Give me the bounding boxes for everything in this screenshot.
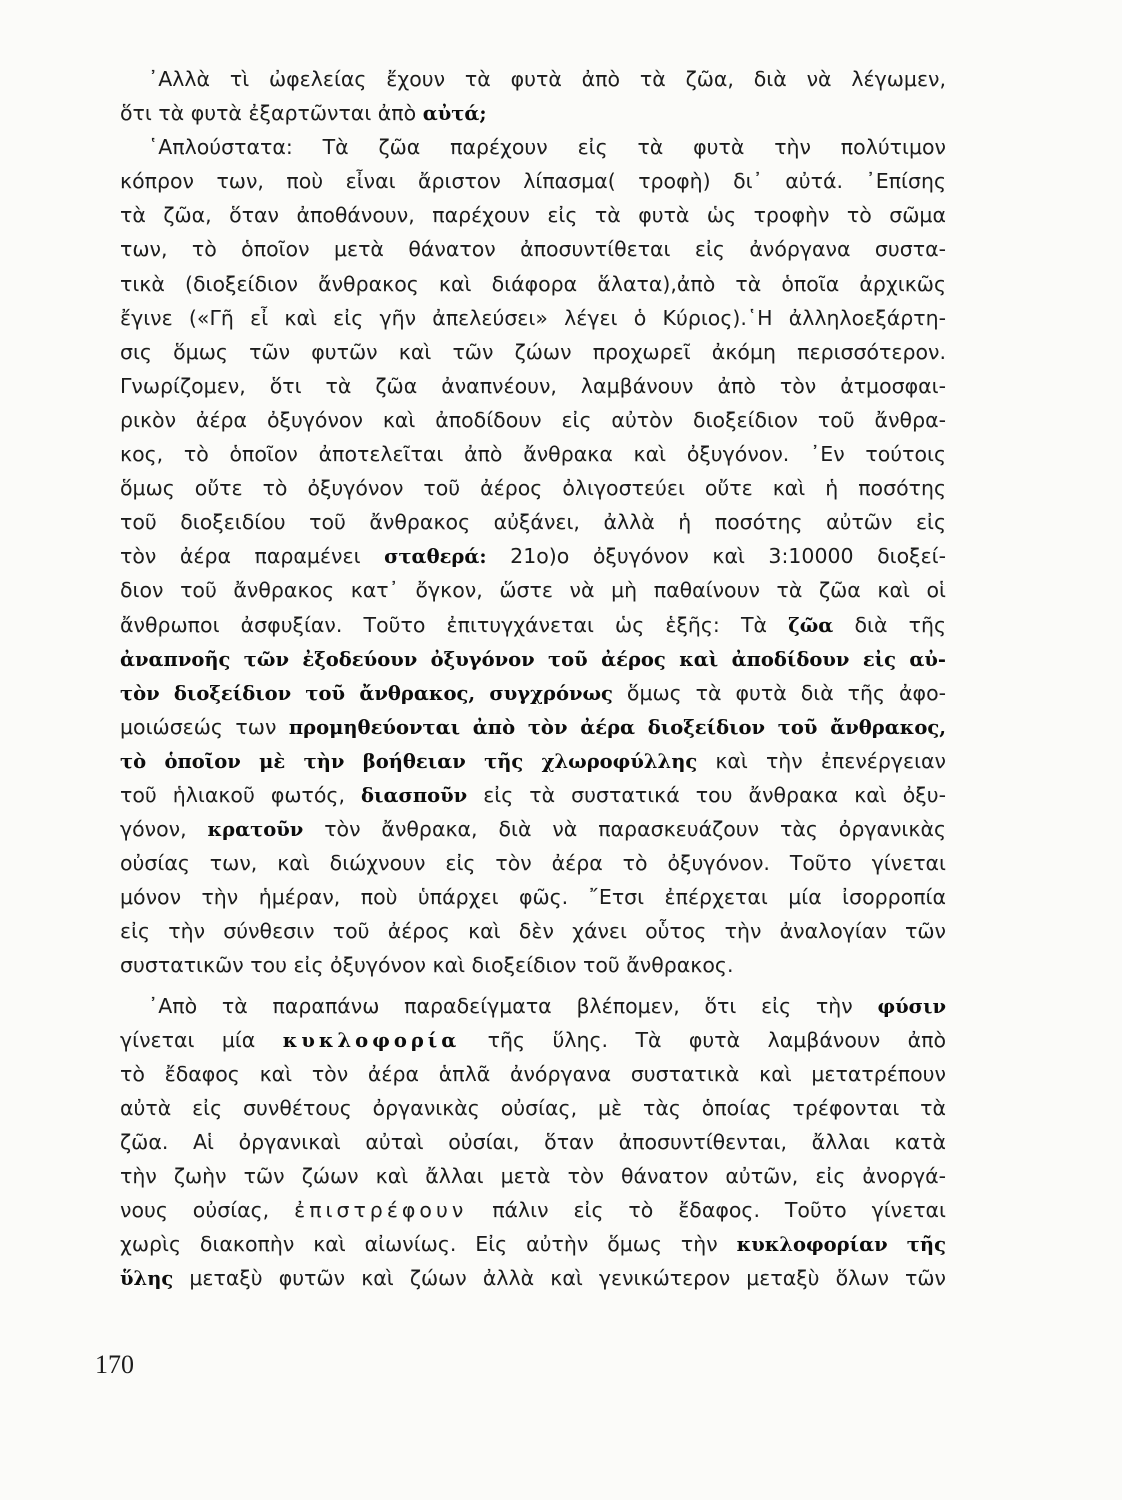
text-span: νους οὐσίας, [120, 1198, 295, 1223]
text-span: τοῦ διοξειδίου τοῦ ἄνθρακος αὐξάνει, ἀλλὰ ἡ ποσότης αὐτῶν εἰς [120, 510, 946, 535]
text-line [120, 96, 946, 130]
text-line [120, 1057, 946, 1091]
text-span: 21ο)ο ὀξυγόνον καὶ 3:10000 διοξεί- [486, 544, 947, 569]
bold-term: τὸ ὁποῖον μὲ τὴν βοήθειαν τῆς χλωροφύλλης [120, 749, 698, 773]
text-line [120, 437, 946, 471]
text-span: γίνεται μία [120, 1027, 283, 1052]
text-line [120, 778, 946, 812]
text-line [120, 880, 946, 914]
text-span: ὅμως οὔτε τὸ ὀξυγόνον τοῦ ἀέρος ὀλιγοστεύει οὔτε καὶ ἡ ποσότης [120, 476, 946, 501]
text-line [120, 301, 946, 335]
text-span: ὅτι τὰ φυτὰ ἐξαρτῶνται ἀπὸ [120, 101, 423, 126]
text-span: τῆς ὕλης. Τὰ φυτὰ λαμβάνουν ἀπὸ [460, 1027, 946, 1052]
text-span: ἔγινε («Γῆ εἶ καὶ εἰς γῆν ἀπελεύσει» λέγει ὁ Κύριος).῾Η ἀλληλοεξάρτη- [120, 305, 946, 330]
text-line [120, 1125, 946, 1159]
text-span: ᾿Απὸ τὰ παραπάνω παραδείγματα βλέπομεν, ὅτι εἰς τὴν [148, 993, 878, 1018]
bold-term: σταθερά: [384, 545, 487, 569]
text-line [120, 608, 946, 642]
text-line [120, 539, 946, 573]
bold-term: διασποῦν [361, 783, 468, 807]
bold-term: κυκλοφορίαν τῆς [736, 1233, 946, 1257]
text-line [120, 164, 946, 198]
text-line [120, 232, 946, 266]
text-span: ζῶα. Αἱ ὀργανικαὶ αὐταὶ οὐσίαι, ὅταν ἀποσυντίθενται, ἄλλαι κατὰ [120, 1129, 946, 1154]
text-line [120, 1261, 946, 1295]
text-span: κόπρον των, ποὺ εἶναι ἄριστον λίπασμα( τροφὴ) δι᾿ αὐτά. ᾿Επίσης [120, 169, 946, 194]
text-line [120, 505, 946, 539]
text-span: Γνωρίζομεν, ὅτι τὰ ζῶα ἀναπνέουν, λαμβάνουν ἀπὸ τὸν ἀτμοσφαι- [120, 373, 946, 398]
text-span: οὐσίας των, καὶ διώχνουν εἰς τὸν ἀέρα τὸ ὀξυγόνον. Τοῦτο γίνεται [120, 851, 946, 876]
text-line [120, 1091, 946, 1125]
text-line [120, 471, 946, 505]
bold-term: προμηθεύονται ἀπὸ τὸν ἀέρα διοξείδιον τοῦ ἄνθρακος, [288, 715, 946, 739]
text-span: μόνον τὴν ἡμέραν, ποὺ ὑπάρχει φῶς. ῎Ετσι ἐπέρχεται μία ἰσορροπία [120, 885, 946, 910]
text-line [120, 335, 946, 369]
text-line [120, 710, 946, 744]
text-span: σις ὅμως τῶν φυτῶν καὶ τῶν ζώων προχωρεῖ ἀκόμη περισσότερον. [120, 339, 946, 364]
text-span: μεταξὺ φυτῶν καὶ ζώων ἀλλὰ καὶ γενικώτερον μεταξὺ ὅλων τῶν [173, 1266, 946, 1291]
text-span: ὅμως τὰ φυτὰ διὰ τῆς ἀφο- [612, 680, 947, 705]
text-span: εἰς τὰ συστατικά του ἄνθρακα καὶ ὀξυ- [467, 782, 946, 807]
bold-term: ἀναπνοῆς τῶν ἐξοδεύουν ὀξυγόνον τοῦ ἀέρος καὶ ἀποδίδουν εἰς αὐ- [120, 647, 946, 671]
text-span: χωρὶς διακοπὴν καὶ αἰωνίως. Εἰς αὐτὴν ὅμως τὴν [120, 1232, 737, 1257]
text-line [120, 812, 946, 846]
text-span: τὸ ἔδαφος καὶ τὸν ἀέρα ἁπλᾶ ἀνόργανα συστατικὰ καὶ μετατρέπουν [120, 1061, 946, 1086]
text-span: καὶ τὴν ἐπενέργειαν [697, 748, 946, 773]
text-line [120, 914, 946, 948]
spaced-bold-term: κυκλοφορία [282, 1028, 461, 1052]
main-text [120, 62, 946, 1295]
text-span: τὸν ἄνθρακα, διὰ νὰ παρασκευάζουν τὰς ὀργανικὰς [303, 817, 946, 842]
text-line [120, 1193, 946, 1227]
text-line [120, 642, 946, 676]
text-span: διὰ τῆς [833, 612, 946, 637]
bold-term: ὕλης [120, 1267, 174, 1291]
text-line [120, 1159, 946, 1193]
text-line [120, 1227, 946, 1261]
bold-term: αὐτά; [422, 102, 487, 126]
bold-term: κρατοῦν [207, 818, 304, 842]
text-span: τικὰ (διοξείδιον ἄνθρακος καὶ διάφορα ἅλατα),ἀπὸ τὰ ὁποῖα ἀρχικῶς [120, 271, 946, 296]
text-span: κος, τὸ ὁποῖον ἀποτελεῖται ἀπὸ ἄνθρακα καὶ ὀξυγόνον. ᾿Εν τούτοις [120, 442, 946, 467]
text-span: πάλιν εἰς τὸ ἔδαφος. Τοῦτο γίνεται [467, 1198, 946, 1223]
text-span: τὰ ζῶα, ὅταν ἀποθάνουν, παρέχουν εἰς τὰ φυτὰ ὡς τροφὴν τὸ σῶμα [120, 203, 946, 228]
text-line [120, 744, 946, 778]
text-span: ἄνθρωποι ἀσφυξίαν. Τοῦτο ἐπιτυγχάνεται ὡς ἑξῆς: Τὰ [120, 612, 789, 637]
text-line [120, 403, 946, 437]
text-span: γόνον, [120, 817, 208, 842]
text-line [120, 130, 946, 164]
text-span: ᾿Αλλὰ τὶ ὠφελείας ἔχουν τὰ φυτὰ ἀπὸ τὰ ζῶα, διὰ νὰ λέγωμεν, [148, 67, 946, 91]
text-span: μοιώσεώς των [120, 714, 289, 739]
text-span: των, τὸ ὁποῖον μετὰ θάνατον ἀποσυντίθεται εἰς ἀνόργανα συστα- [120, 237, 946, 262]
text-line [120, 62, 946, 96]
text-line [120, 1023, 946, 1057]
text-span: τοῦ ἡλιακοῦ φωτός, [120, 782, 362, 807]
text-span: ῾Απλούστατα: Τὰ ζῶα παρέχουν εἰς τὰ φυτὰ τὴν πολύτιμον [148, 135, 946, 160]
text-line [120, 948, 946, 982]
text-line [120, 989, 946, 1023]
text-line [120, 676, 946, 710]
text-line [120, 198, 946, 232]
bold-term: τὸν διοξείδιον τοῦ ἄνθρακος, συγχρόνως [120, 681, 613, 705]
page-number: 170 [95, 1350, 134, 1379]
bold-term: φύσιν [877, 994, 946, 1018]
bold-term: ζῶα [788, 613, 834, 637]
text-line [120, 846, 946, 880]
text-line [120, 573, 946, 607]
text-line [120, 267, 946, 301]
text-span: αὐτὰ εἰς συνθέτους ὀργανικὰς οὐσίας, μὲ τὰς ὁποίας τρέφονται τὰ [120, 1095, 946, 1120]
text-span: συστατικῶν του εἰς ὀξυγόνον καὶ διοξείδιον τοῦ ἄνθρακος. [120, 953, 734, 978]
text-span: τὴν ζωὴν τῶν ζώων καὶ ἄλλαι μετὰ τὸν θάνατον αὐτῶν, εἰς ἀνοργά- [120, 1164, 946, 1188]
text-span: ρικὸν ἀέρα ὀξυγόνον καὶ ἀποδίδουν εἰς αὐτὸν διοξείδιον τοῦ ἄνθρα- [120, 407, 946, 432]
text-span: εἰς τὴν σύνθεσιν τοῦ ἀέρος καὶ δὲν χάνει οὗτος τὴν ἀναλογίαν τῶν [120, 919, 946, 944]
text-line [120, 369, 946, 403]
spaced-term: ἐπιστρέφουν [294, 1198, 468, 1223]
text-span: διον τοῦ ἄνθρακος κατ᾿ ὄγκον, ὥστε νὰ μὴ παθαίνουν τὰ ζῶα καὶ οἱ [120, 578, 946, 603]
text-span: τὸν ἀέρα παραμένει [120, 544, 385, 569]
